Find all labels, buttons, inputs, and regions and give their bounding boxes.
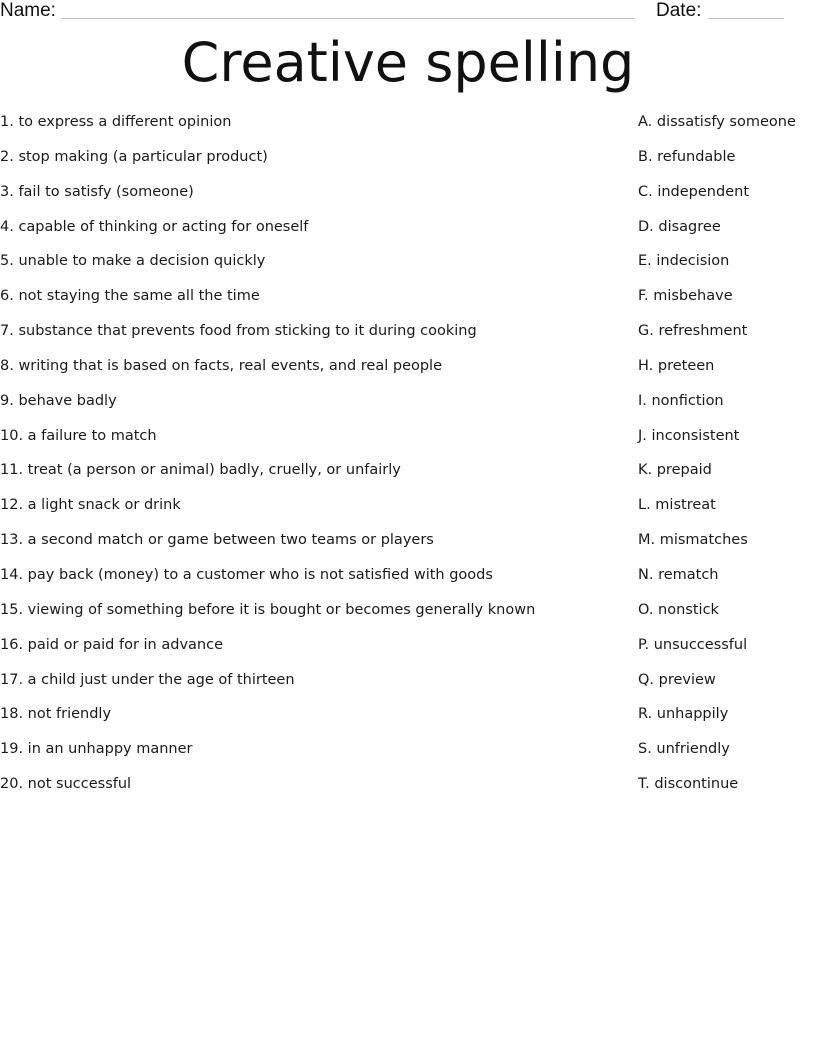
answer-item: S. unfriendly <box>638 741 730 758</box>
clue-item: 18. not friendly <box>0 706 112 723</box>
answer-item: N. rematch <box>638 566 719 583</box>
clue-list <box>0 112 620 809</box>
clue-item: 20. not successful <box>0 776 132 793</box>
clue-item: 5. unable to make a decision quickly <box>0 253 266 270</box>
name-blank-line[interactable] <box>62 18 634 19</box>
clue-item: 17. a child just under the age of thirteen <box>0 671 295 688</box>
answer-item: I. nonfiction <box>638 392 724 409</box>
answer-item: R. unhappily <box>638 706 729 723</box>
clue-item: 1. to express a different opinion <box>0 114 232 130</box>
answer-list <box>638 112 816 809</box>
clue-item: 10. a failure to match <box>0 427 157 444</box>
answer-item: A. dissatisfy someone <box>638 114 796 130</box>
date-label: Date: <box>656 0 702 21</box>
answer-item: B. refundable <box>638 148 736 165</box>
answer-item: H. preteen <box>638 357 715 374</box>
clue-item: 12. a light snack or drink <box>0 497 181 514</box>
answer-item: F. misbehave <box>638 288 733 305</box>
answer-item: M. mismatches <box>638 532 748 549</box>
clue-item: 11. treat (a person or animal) badly, cruelly, or unfairly <box>0 462 401 479</box>
clue-item: 6. not staying the same all the time <box>0 288 260 305</box>
worksheet-title: Creative spelling <box>181 31 635 94</box>
answer-item: P. unsuccessful <box>638 636 748 653</box>
answer-item: T. discontinue <box>638 776 739 793</box>
answer-item: G. refreshment <box>638 323 748 340</box>
answer-item: K. prepaid <box>638 462 712 479</box>
clue-item: 3. fail to satisfy (someone) <box>0 183 194 200</box>
answer-item: E. indecision <box>638 253 730 270</box>
clue-item: 14. pay back (money) to a customer who is not satisfied with goods <box>0 566 493 583</box>
clue-item: 8. writing that is based on facts, real events, and real people <box>0 357 443 374</box>
answer-item: C. independent <box>638 183 750 200</box>
answer-item: J. inconsistent <box>638 427 740 444</box>
clue-item: 9. behave badly <box>0 392 117 409</box>
worksheet-header <box>0 0 816 24</box>
answer-item: L. mistreat <box>638 497 716 514</box>
name-label: Name: <box>0 0 56 21</box>
clue-item: 15. viewing of something before it is bought or becomes generally known <box>0 601 536 618</box>
clue-item: 19. in an unhappy manner <box>0 741 193 758</box>
clue-item: 2. stop making (a particular product) <box>0 148 268 165</box>
clue-item: 4. capable of thinking or acting for oneself <box>0 218 309 235</box>
clue-item: 16. paid or paid for in advance <box>0 636 223 653</box>
answer-item: O. nonstick <box>638 601 719 618</box>
clue-item: 13. a second match or game between two teams or players <box>0 532 434 549</box>
clue-item: 7. substance that prevents food from sticking to it during cooking <box>0 323 477 340</box>
answer-item: D. disagree <box>638 218 721 235</box>
date-blank-line[interactable] <box>708 18 784 19</box>
answer-item: Q. preview <box>638 671 716 688</box>
